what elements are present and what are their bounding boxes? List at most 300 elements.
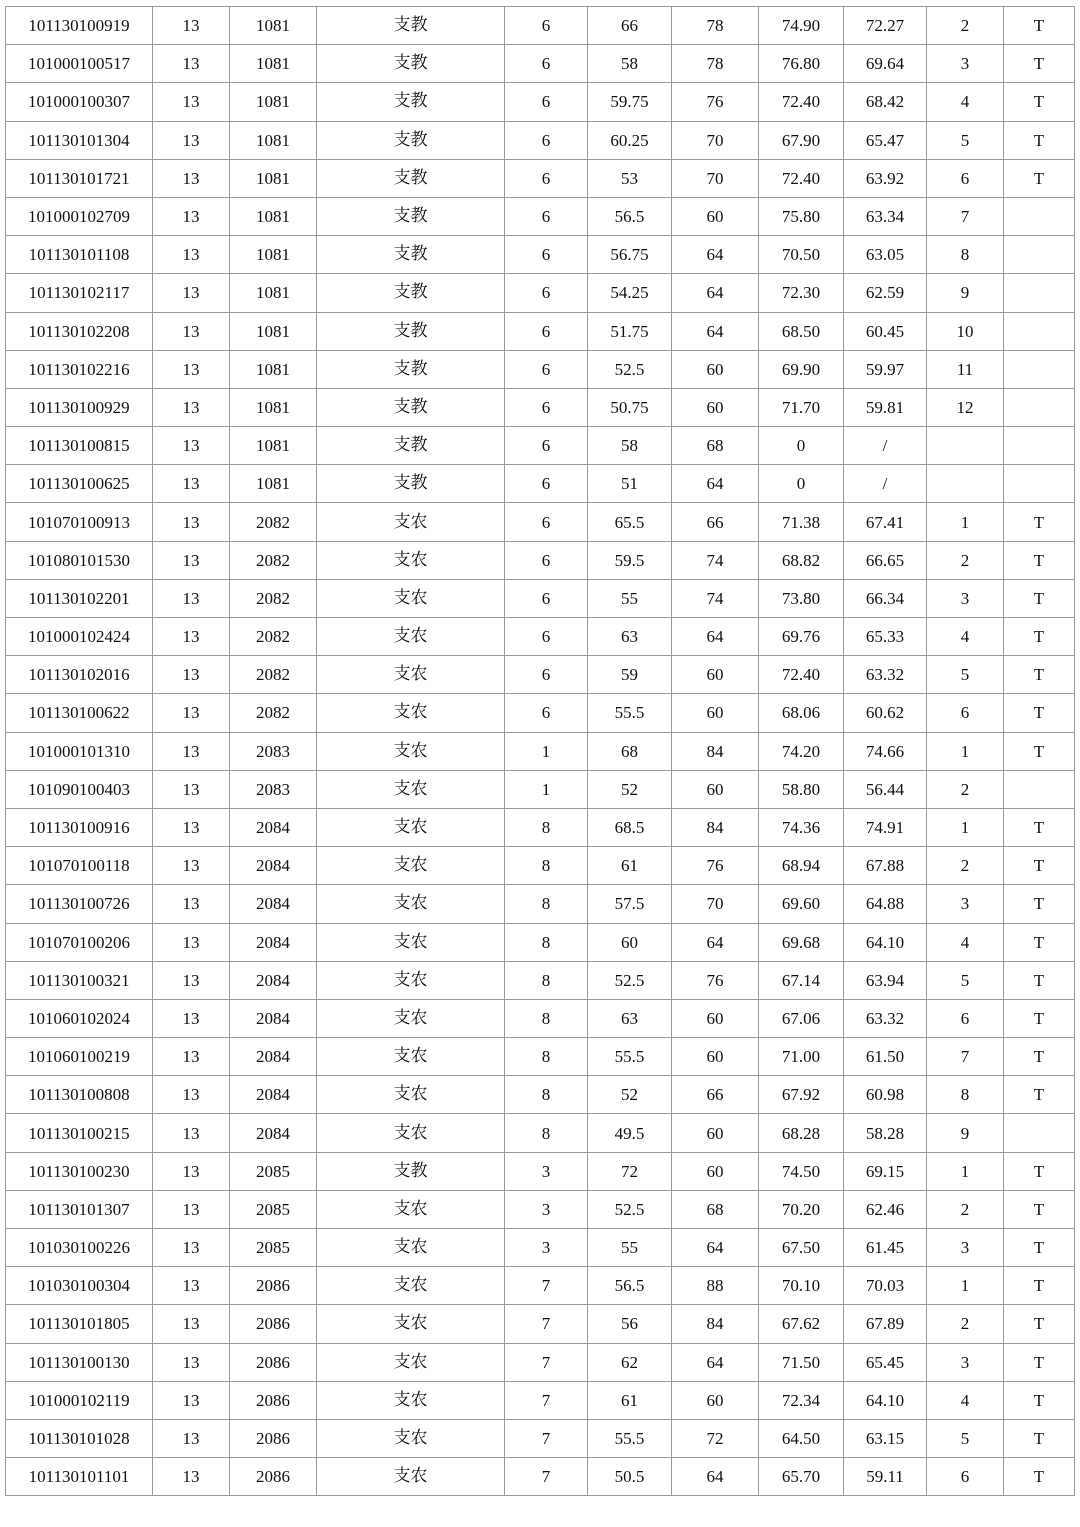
table-row <box>6 236 1075 274</box>
code-cell: 13 <box>153 999 230 1037</box>
rank-cell: 2 <box>927 770 1004 808</box>
written-score-cell: 59.75 <box>588 83 672 121</box>
interview-score-cell: 72.30 <box>759 274 844 312</box>
total-score-cell: 69.15 <box>844 1152 927 1190</box>
total-score-cell: 67.89 <box>844 1305 927 1343</box>
aux-score-cell: 64 <box>672 274 759 312</box>
status-cell: T <box>1004 45 1075 83</box>
status-cell: T <box>1004 1458 1075 1496</box>
written-score-cell: 52.5 <box>588 1190 672 1228</box>
code-cell: 13 <box>153 1229 230 1267</box>
status-cell: T <box>1004 656 1075 694</box>
interview-score-cell: 68.06 <box>759 694 844 732</box>
position-code-cell: 2085 <box>230 1152 317 1190</box>
rank-cell: 2 <box>927 1305 1004 1343</box>
type-cell: 支农 <box>317 1458 505 1496</box>
status-cell: T <box>1004 961 1075 999</box>
code-cell: 13 <box>153 1076 230 1114</box>
written-score-cell: 59.5 <box>588 541 672 579</box>
aux-score-cell: 70 <box>672 885 759 923</box>
table-row <box>6 1229 1075 1267</box>
rank-cell: 4 <box>927 923 1004 961</box>
interview-score-cell: 67.92 <box>759 1076 844 1114</box>
position-code-cell: 2082 <box>230 694 317 732</box>
total-score-cell: 64.88 <box>844 885 927 923</box>
aux-score-cell: 60 <box>672 350 759 388</box>
code-cell: 13 <box>153 1114 230 1152</box>
position-code-cell: 2085 <box>230 1229 317 1267</box>
total-score-cell: 62.46 <box>844 1190 927 1228</box>
table-row <box>6 159 1075 197</box>
type-cell: 支教 <box>317 465 505 503</box>
aux-score-cell: 60 <box>672 388 759 426</box>
code-cell: 13 <box>153 1419 230 1457</box>
interview-score-cell: 67.62 <box>759 1305 844 1343</box>
results-sheet <box>5 6 1075 1496</box>
quota-cell: 8 <box>505 999 588 1037</box>
status-cell <box>1004 427 1075 465</box>
total-score-cell: 74.91 <box>844 808 927 846</box>
rank-cell: 5 <box>927 121 1004 159</box>
id-cell: 101130100625 <box>6 465 153 503</box>
aux-score-cell: 64 <box>672 1343 759 1381</box>
code-cell: 13 <box>153 388 230 426</box>
written-score-cell: 50.5 <box>588 1458 672 1496</box>
aux-score-cell: 60 <box>672 1152 759 1190</box>
code-cell: 13 <box>153 1343 230 1381</box>
position-code-cell: 1081 <box>230 159 317 197</box>
rank-cell: 3 <box>927 45 1004 83</box>
type-cell: 支农 <box>317 923 505 961</box>
table-row <box>6 1190 1075 1228</box>
table-row <box>6 1114 1075 1152</box>
written-score-cell: 52 <box>588 1076 672 1114</box>
interview-score-cell: 74.50 <box>759 1152 844 1190</box>
type-cell: 支教 <box>317 83 505 121</box>
position-code-cell: 2086 <box>230 1343 317 1381</box>
position-code-cell: 1081 <box>230 388 317 426</box>
interview-score-cell: 58.80 <box>759 770 844 808</box>
id-cell: 101130100919 <box>6 7 153 45</box>
quota-cell: 3 <box>505 1152 588 1190</box>
rank-cell: 4 <box>927 1381 1004 1419</box>
code-cell: 13 <box>153 45 230 83</box>
code-cell: 13 <box>153 618 230 656</box>
quota-cell: 6 <box>505 197 588 235</box>
table-row <box>6 1076 1075 1114</box>
interview-score-cell: 70.20 <box>759 1190 844 1228</box>
status-cell: T <box>1004 1076 1075 1114</box>
position-code-cell: 1081 <box>230 45 317 83</box>
type-cell: 支农 <box>317 732 505 770</box>
id-cell: 101130102117 <box>6 274 153 312</box>
status-cell: T <box>1004 541 1075 579</box>
code-cell: 13 <box>153 274 230 312</box>
type-cell: 支农 <box>317 503 505 541</box>
code-cell: 13 <box>153 1267 230 1305</box>
type-cell: 支教 <box>317 312 505 350</box>
position-code-cell: 1081 <box>230 350 317 388</box>
quota-cell: 3 <box>505 1190 588 1228</box>
code-cell: 13 <box>153 1190 230 1228</box>
total-score-cell: 69.64 <box>844 45 927 83</box>
aux-score-cell: 84 <box>672 808 759 846</box>
written-score-cell: 56 <box>588 1305 672 1343</box>
id-cell: 101130101101 <box>6 1458 153 1496</box>
interview-score-cell: 67.06 <box>759 999 844 1037</box>
total-score-cell: 63.15 <box>844 1419 927 1457</box>
written-score-cell: 55.5 <box>588 694 672 732</box>
aux-score-cell: 70 <box>672 121 759 159</box>
rank-cell: 8 <box>927 236 1004 274</box>
code-cell: 13 <box>153 7 230 45</box>
written-score-cell: 72 <box>588 1152 672 1190</box>
aux-score-cell: 76 <box>672 961 759 999</box>
type-cell: 支教 <box>317 350 505 388</box>
type-cell: 支教 <box>317 236 505 274</box>
type-cell: 支教 <box>317 274 505 312</box>
position-code-cell: 1081 <box>230 427 317 465</box>
id-cell: 101000102709 <box>6 197 153 235</box>
code-cell: 13 <box>153 465 230 503</box>
written-score-cell: 52 <box>588 770 672 808</box>
id-cell: 101130100321 <box>6 961 153 999</box>
rank-cell: 6 <box>927 999 1004 1037</box>
quota-cell: 6 <box>505 236 588 274</box>
code-cell: 13 <box>153 694 230 732</box>
table-row <box>6 121 1075 159</box>
status-cell <box>1004 197 1075 235</box>
written-score-cell: 59 <box>588 656 672 694</box>
rank-cell: 5 <box>927 1419 1004 1457</box>
quota-cell: 6 <box>505 656 588 694</box>
aux-score-cell: 74 <box>672 541 759 579</box>
written-score-cell: 56.5 <box>588 1267 672 1305</box>
status-cell: T <box>1004 808 1075 846</box>
quota-cell: 6 <box>505 121 588 159</box>
rank-cell <box>927 427 1004 465</box>
written-score-cell: 63 <box>588 618 672 656</box>
id-cell: 101130100230 <box>6 1152 153 1190</box>
interview-score-cell: 65.70 <box>759 1458 844 1496</box>
written-score-cell: 55.5 <box>588 1038 672 1076</box>
total-score-cell: 60.98 <box>844 1076 927 1114</box>
quota-cell: 6 <box>505 427 588 465</box>
written-score-cell: 63 <box>588 999 672 1037</box>
rank-cell <box>927 465 1004 503</box>
rank-cell: 7 <box>927 1038 1004 1076</box>
rank-cell: 3 <box>927 1229 1004 1267</box>
id-cell: 101130102216 <box>6 350 153 388</box>
total-score-cell: 63.32 <box>844 656 927 694</box>
position-code-cell: 2084 <box>230 1076 317 1114</box>
type-cell: 支农 <box>317 656 505 694</box>
interview-score-cell: 76.80 <box>759 45 844 83</box>
quota-cell: 7 <box>505 1267 588 1305</box>
position-code-cell: 2082 <box>230 618 317 656</box>
interview-score-cell: 74.90 <box>759 7 844 45</box>
table-row <box>6 427 1075 465</box>
quota-cell: 6 <box>505 7 588 45</box>
status-cell: T <box>1004 83 1075 121</box>
type-cell: 支农 <box>317 885 505 923</box>
table-row <box>6 999 1075 1037</box>
id-cell: 101030100304 <box>6 1267 153 1305</box>
results-table <box>5 6 1075 1496</box>
status-cell: T <box>1004 999 1075 1037</box>
rank-cell: 7 <box>927 197 1004 235</box>
status-cell <box>1004 770 1075 808</box>
id-cell: 101130101304 <box>6 121 153 159</box>
quota-cell: 8 <box>505 1114 588 1152</box>
aux-score-cell: 64 <box>672 1229 759 1267</box>
interview-score-cell: 0 <box>759 427 844 465</box>
interview-score-cell: 69.90 <box>759 350 844 388</box>
id-cell: 101000100307 <box>6 83 153 121</box>
quota-cell: 8 <box>505 923 588 961</box>
table-row <box>6 1038 1075 1076</box>
written-score-cell: 68 <box>588 732 672 770</box>
status-cell: T <box>1004 1267 1075 1305</box>
status-cell: T <box>1004 121 1075 159</box>
rank-cell: 5 <box>927 656 1004 694</box>
total-score-cell: 63.94 <box>844 961 927 999</box>
type-cell: 支教 <box>317 159 505 197</box>
quota-cell: 6 <box>505 45 588 83</box>
interview-score-cell: 71.38 <box>759 503 844 541</box>
position-code-cell: 1081 <box>230 465 317 503</box>
table-row <box>6 961 1075 999</box>
id-cell: 101130100929 <box>6 388 153 426</box>
position-code-cell: 1081 <box>230 83 317 121</box>
rank-cell: 1 <box>927 732 1004 770</box>
code-cell: 13 <box>153 808 230 846</box>
code-cell: 13 <box>153 961 230 999</box>
aux-score-cell: 60 <box>672 197 759 235</box>
table-row <box>6 579 1075 617</box>
aux-score-cell: 60 <box>672 770 759 808</box>
position-code-cell: 2086 <box>230 1305 317 1343</box>
written-score-cell: 60 <box>588 923 672 961</box>
type-cell: 支农 <box>317 1343 505 1381</box>
position-code-cell: 2084 <box>230 1114 317 1152</box>
rank-cell: 3 <box>927 885 1004 923</box>
position-code-cell: 2083 <box>230 732 317 770</box>
written-score-cell: 66 <box>588 7 672 45</box>
table-row <box>6 541 1075 579</box>
position-code-cell: 2084 <box>230 923 317 961</box>
code-cell: 13 <box>153 923 230 961</box>
table-row <box>6 885 1075 923</box>
table-row <box>6 1343 1075 1381</box>
written-score-cell: 52.5 <box>588 961 672 999</box>
quota-cell: 8 <box>505 808 588 846</box>
id-cell: 101130101721 <box>6 159 153 197</box>
type-cell: 支教 <box>317 427 505 465</box>
written-score-cell: 68.5 <box>588 808 672 846</box>
id-cell: 101000102119 <box>6 1381 153 1419</box>
code-cell: 13 <box>153 1038 230 1076</box>
position-code-cell: 2082 <box>230 579 317 617</box>
total-score-cell: / <box>844 465 927 503</box>
table-row <box>6 618 1075 656</box>
type-cell: 支农 <box>317 1419 505 1457</box>
written-score-cell: 65.5 <box>588 503 672 541</box>
quota-cell: 6 <box>505 274 588 312</box>
code-cell: 13 <box>153 656 230 694</box>
type-cell: 支农 <box>317 961 505 999</box>
rank-cell: 6 <box>927 1458 1004 1496</box>
written-score-cell: 55 <box>588 579 672 617</box>
interview-score-cell: 69.76 <box>759 618 844 656</box>
type-cell: 支农 <box>317 1267 505 1305</box>
code-cell: 13 <box>153 1152 230 1190</box>
id-cell: 101130102208 <box>6 312 153 350</box>
rank-cell: 1 <box>927 808 1004 846</box>
aux-score-cell: 64 <box>672 312 759 350</box>
interview-score-cell: 67.14 <box>759 961 844 999</box>
total-score-cell: 72.27 <box>844 7 927 45</box>
position-code-cell: 1081 <box>230 274 317 312</box>
rank-cell: 1 <box>927 1267 1004 1305</box>
quota-cell: 7 <box>505 1458 588 1496</box>
status-cell: T <box>1004 579 1075 617</box>
total-score-cell: 63.34 <box>844 197 927 235</box>
total-score-cell: 62.59 <box>844 274 927 312</box>
code-cell: 13 <box>153 1305 230 1343</box>
rank-cell: 10 <box>927 312 1004 350</box>
type-cell: 支农 <box>317 808 505 846</box>
total-score-cell: 66.65 <box>844 541 927 579</box>
position-code-cell: 2084 <box>230 847 317 885</box>
interview-score-cell: 70.50 <box>759 236 844 274</box>
table-row <box>6 465 1075 503</box>
quota-cell: 7 <box>505 1343 588 1381</box>
status-cell: T <box>1004 1229 1075 1267</box>
code-cell: 13 <box>153 770 230 808</box>
status-cell: T <box>1004 618 1075 656</box>
type-cell: 支农 <box>317 579 505 617</box>
interview-score-cell: 68.28 <box>759 1114 844 1152</box>
written-score-cell: 61 <box>588 847 672 885</box>
rank-cell: 2 <box>927 847 1004 885</box>
code-cell: 13 <box>153 541 230 579</box>
code-cell: 13 <box>153 579 230 617</box>
aux-score-cell: 84 <box>672 732 759 770</box>
rank-cell: 8 <box>927 1076 1004 1114</box>
position-code-cell: 2086 <box>230 1419 317 1457</box>
rank-cell: 2 <box>927 541 1004 579</box>
table-row <box>6 847 1075 885</box>
type-cell: 支农 <box>317 694 505 732</box>
status-cell: T <box>1004 847 1075 885</box>
total-score-cell: 63.32 <box>844 999 927 1037</box>
table-row <box>6 1152 1075 1190</box>
written-score-cell: 55 <box>588 1229 672 1267</box>
position-code-cell: 2084 <box>230 961 317 999</box>
aux-score-cell: 72 <box>672 1419 759 1457</box>
quota-cell: 6 <box>505 159 588 197</box>
id-cell: 101130102201 <box>6 579 153 617</box>
quota-cell: 1 <box>505 732 588 770</box>
code-cell: 13 <box>153 350 230 388</box>
table-row <box>6 1267 1075 1305</box>
status-cell: T <box>1004 694 1075 732</box>
aux-score-cell: 88 <box>672 1267 759 1305</box>
interview-score-cell: 68.50 <box>759 312 844 350</box>
total-score-cell: 63.92 <box>844 159 927 197</box>
code-cell: 13 <box>153 236 230 274</box>
written-score-cell: 58 <box>588 45 672 83</box>
table-row <box>6 83 1075 121</box>
quota-cell: 8 <box>505 1038 588 1076</box>
table-body <box>6 7 1075 1496</box>
written-score-cell: 56.5 <box>588 197 672 235</box>
interview-score-cell: 67.90 <box>759 121 844 159</box>
position-code-cell: 2082 <box>230 656 317 694</box>
rank-cell: 12 <box>927 388 1004 426</box>
interview-score-cell: 71.50 <box>759 1343 844 1381</box>
status-cell <box>1004 465 1075 503</box>
code-cell: 13 <box>153 732 230 770</box>
total-score-cell: 64.10 <box>844 1381 927 1419</box>
written-score-cell: 53 <box>588 159 672 197</box>
aux-score-cell: 84 <box>672 1305 759 1343</box>
total-score-cell: 59.11 <box>844 1458 927 1496</box>
type-cell: 支农 <box>317 1038 505 1076</box>
rank-cell: 3 <box>927 1343 1004 1381</box>
table-row <box>6 1458 1075 1496</box>
interview-score-cell: 72.40 <box>759 83 844 121</box>
written-score-cell: 56.75 <box>588 236 672 274</box>
interview-score-cell: 71.70 <box>759 388 844 426</box>
aux-score-cell: 60 <box>672 656 759 694</box>
type-cell: 支农 <box>317 1114 505 1152</box>
id-cell: 101070100206 <box>6 923 153 961</box>
position-code-cell: 2084 <box>230 808 317 846</box>
written-score-cell: 51 <box>588 465 672 503</box>
id-cell: 101060102024 <box>6 999 153 1037</box>
interview-score-cell: 74.36 <box>759 808 844 846</box>
quota-cell: 6 <box>505 618 588 656</box>
position-code-cell: 1081 <box>230 7 317 45</box>
interview-score-cell: 69.68 <box>759 923 844 961</box>
aux-score-cell: 64 <box>672 618 759 656</box>
code-cell: 13 <box>153 197 230 235</box>
rank-cell: 9 <box>927 274 1004 312</box>
type-cell: 支教 <box>317 45 505 83</box>
type-cell: 支教 <box>317 1152 505 1190</box>
rank-cell: 3 <box>927 579 1004 617</box>
rank-cell: 1 <box>927 503 1004 541</box>
id-cell: 101130101805 <box>6 1305 153 1343</box>
interview-score-cell: 72.34 <box>759 1381 844 1419</box>
total-score-cell: 60.62 <box>844 694 927 732</box>
position-code-cell: 1081 <box>230 197 317 235</box>
quota-cell: 6 <box>505 503 588 541</box>
aux-score-cell: 60 <box>672 694 759 732</box>
rank-cell: 4 <box>927 83 1004 121</box>
status-cell: T <box>1004 1381 1075 1419</box>
status-cell <box>1004 274 1075 312</box>
type-cell: 支教 <box>317 197 505 235</box>
quota-cell: 8 <box>505 1076 588 1114</box>
interview-score-cell: 75.80 <box>759 197 844 235</box>
total-score-cell: 63.05 <box>844 236 927 274</box>
aux-score-cell: 66 <box>672 1076 759 1114</box>
quota-cell: 1 <box>505 770 588 808</box>
aux-score-cell: 64 <box>672 236 759 274</box>
